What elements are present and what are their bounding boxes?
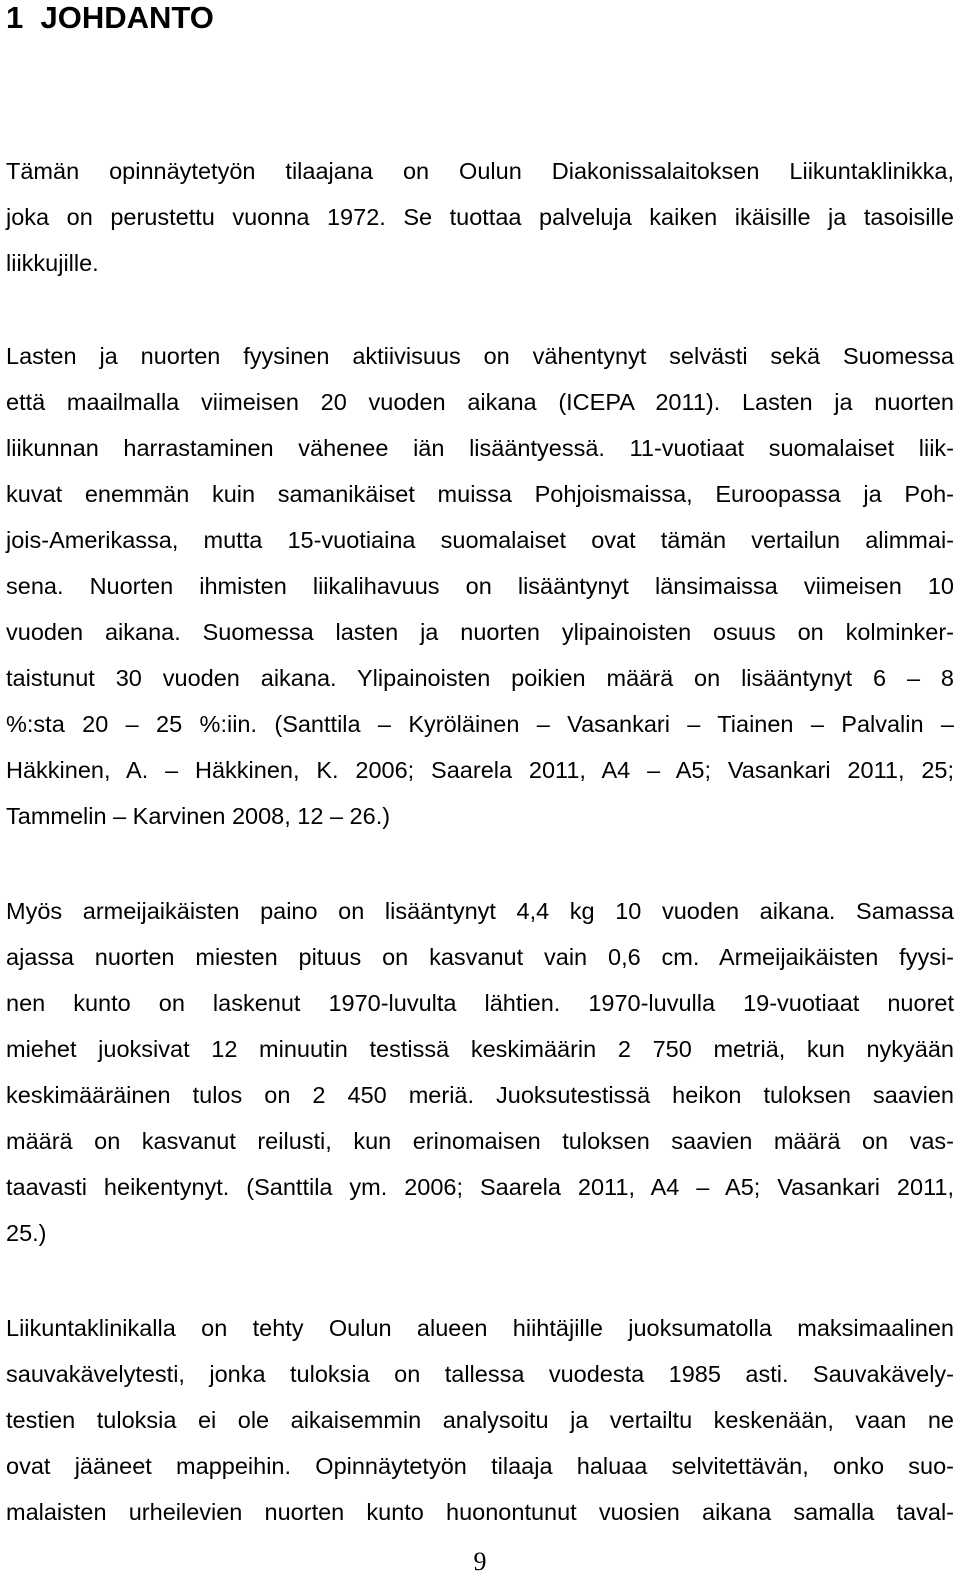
- text-line: nen kunto on laskenut 1970-luvulta lähtien. 1970-luvulla 19-vuotiaat nuoret: [6, 990, 954, 1016]
- text-line: ajassa nuorten miesten pituus on kasvanut vain 0,6 cm. Armeijaikäisten fyysi-: [6, 944, 954, 970]
- text-line: sena. Nuorten ihmisten liikalihavuus on lisääntynyt länsimaissa viimeisen 10: [6, 573, 954, 599]
- text-line: Liikuntaklinikalla on tehty Oulun alueen hiihtäjille juoksumatolla maksimaalinen: [6, 1315, 954, 1341]
- text-line: 25.): [6, 1220, 47, 1246]
- text-line: että maailmalla viimeisen 20 vuoden aikana (ICEPA 2011). Lasten ja nuorten: [6, 389, 954, 415]
- text-line: miehet juoksivat 12 minuutin testissä keskimäärin 2 750 metriä, kun nykyään: [6, 1036, 954, 1062]
- text-line: Tämän opinnäytetyön tilaajana on Oulun Diakonissalaitoksen Liikuntaklinikka,: [6, 158, 954, 184]
- text-line: Tammelin – Karvinen 2008, 12 – 26.): [6, 803, 391, 829]
- text-line: sauvakävelytesti, jonka tuloksia on tallessa vuodesta 1985 asti. Sauvakävely-: [6, 1361, 954, 1387]
- paragraph-youth-activity: [6, 333, 954, 839]
- text-line: liikunnan harrastaminen vähenee iän lisääntyessä. 11-vuotiaat suomalaiset liik-: [6, 435, 954, 461]
- chapter-heading: 1 JOHDANTO: [6, 0, 214, 35]
- paragraph-walking-test: [6, 1305, 954, 1535]
- text-line: testien tuloksia ei ole aikaisemmin analysoitu ja vertailtu keskenään, vaan ne: [6, 1407, 954, 1433]
- text-line: Myös armeijaikäisten paino on lisääntynyt 4,4 kg 10 vuoden aikana. Samassa: [6, 898, 954, 924]
- text-line: %:sta 20 – 25 %:iin. (Santtila – Kyröläinen – Vasankari – Tiainen – Palvalin –: [6, 711, 954, 737]
- text-line: ovat jääneet mappeihin. Opinnäytetyön tilaaja haluaa selvitettävän, onko suo-: [6, 1453, 954, 1479]
- page-number: 9: [473, 1547, 487, 1576]
- text-line: joka on perustettu vuonna 1972. Se tuottaa palveluja kaiken ikäisille ja tasoisille: [6, 204, 954, 230]
- paragraph-conscripts: [6, 888, 954, 1256]
- text-line: Häkkinen, A. – Häkkinen, K. 2006; Saarela 2011, A4 – A5; Vasankari 2011, 25;: [6, 757, 954, 783]
- text-line: taistunut 30 vuoden aikana. Ylipainoisten poikien määrä on lisääntynyt 6 – 8: [6, 665, 954, 691]
- text-line: jois-Amerikassa, mutta 15-vuotiaina suomalaiset ovat tämän vertailun alimmai-: [6, 527, 954, 553]
- text-line: malaisten urheilevien nuorten kunto huonontunut vuosien aikana samalla taval-: [6, 1499, 954, 1525]
- text-line: keskimääräinen tulos on 2 450 meriä. Juoksutestissä heikon tuloksen saavien: [6, 1082, 954, 1108]
- text-line: taavasti heikentynyt. (Santtila ym. 2006; Saarela 2011, A4 – A5; Vasankari 2011,: [6, 1174, 954, 1200]
- paragraph-commissioner: [6, 148, 954, 286]
- text-line: vuoden aikana. Suomessa lasten ja nuorten ylipainoisten osuus on kolminker-: [6, 619, 954, 645]
- text-line: Lasten ja nuorten fyysinen aktiivisuus on vähentynyt selvästi sekä Suomessa: [6, 343, 954, 369]
- text-line: määrä on kasvanut reilusti, kun erinomaisen tuloksen saavien määrä on vas-: [6, 1128, 954, 1154]
- text-line: liikkujille.: [6, 250, 99, 276]
- text-line: kuvat enemmän kuin samanikäiset muissa Pohjoismaissa, Euroopassa ja Poh-: [6, 481, 954, 507]
